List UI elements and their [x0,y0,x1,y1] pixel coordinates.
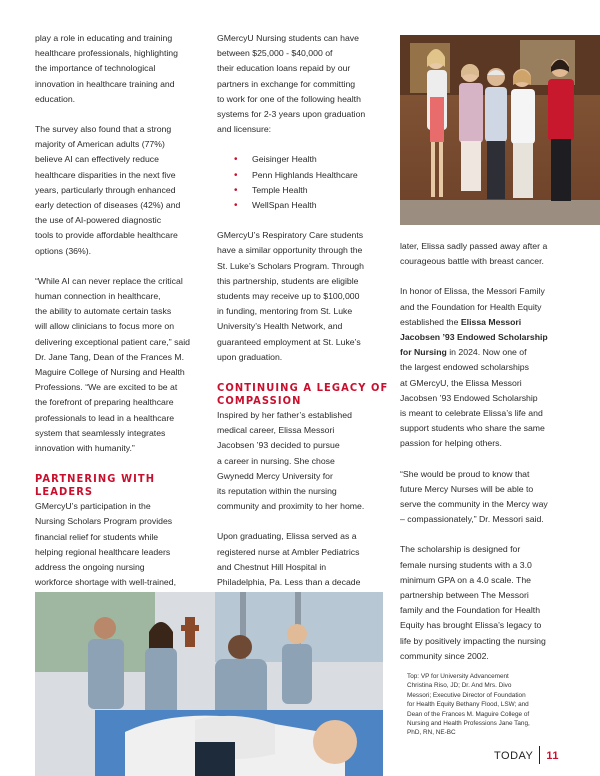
group-photo-illustration [400,35,600,225]
section-heading: PARTNERING WITH LEADERS [35,472,156,499]
section-heading: CONTINUING A LEGACY OF COMPASSION [217,381,389,408]
body-paragraph: GMercyU’s participation in the Nursing Scholars Program provides financial relief for students while helping regional healthcare leaders address the ongoing nursing workforce shortage with well-trained, [35,501,176,588]
magazine-name: TODAY [494,749,534,762]
page-number: 11 [546,749,560,762]
health-systems-list [217,152,395,213]
footer-divider [539,746,540,764]
scholarship-name: Elissa Messori Jacobsen ’93 Endowed Scholarship for Nursing [400,316,548,358]
column-3 [400,239,575,664]
body-paragraph: play a role in educating and training healthcare professionals, highlighting the importance of technological innovation in healthcare training and education. [35,33,178,104]
list-item: • WellSpan Health [234,198,395,213]
page-footer [494,747,559,765]
column-2 [217,31,395,590]
body-paragraph: “While AI can never replace the critical human connection in healthcare, the ability to automate certain tasks will allow clinicians to focus more on delivering exceptional patient care,” said Dr. Jane Tang, Dean of the Frances M. Maguire College of Nursing and Health Professions. “We are excited to be at the forefront of preparing healthcare professionals to lead in a healthcare system that seamlessly integrates innovation with humanity.” [35,275,191,454]
body-paragraph: later, Elissa sadly passed away after a courageous battle with breast cancer. [400,241,548,267]
body-paragraph: The survey also found that a strong majority of American adults (77%) believe AI can effectively reduce healthcare disparities in the next five years, particularly through enhanced early detection of diseases (42%) and the use of AI-powered diagnostic tools to provide affordable healthcare options (36%). [35,124,181,256]
body-paragraph: GMercyU Nursing students can have between $25,000 - $40,000 of their education loans repaid by our partners in exchange for committing to work for one of the following health systems for 2-3 years upon graduation and licensure: [217,33,366,135]
body-paragraph: In honor of Elissa, the Messori Family and the Foundation for Health Equity established the Elissa Messori Jacobsen ’93 Endowed Scholarship for Nursing in 2024. Now one of the largest endowed scholarships at GMercyU, the Elissa Messori Jacobsen ’93 Endowed Scholarship is meant to celebrate Elissa’s life and support students who share the same passion for helping others. [400,286,548,449]
body-paragraph: Inspired by her father’s established medical career, Elissa Messori Jacobsen ’93 decided to pursue a career in nursing. She chose Gwynedd Mercy University for its reputation within the nursing community and proximity to her home. [217,410,365,512]
group-photo [400,35,600,225]
photo-caption: Top: VP for University Advancement Christina Riso, JD; Dr. And Mrs. Divo Messori; Executive Director of Foundation for Health Equity Bethany Flood, LSW; and Dean of the Frances M. Maguire College of Nursing and Health Professions Jane Tang, PhD, RN, NE-BC [407,673,530,737]
column-1 [35,31,210,606]
list-item: • Temple Health [234,183,395,198]
nursing-lab-photo [35,592,383,776]
body-paragraph: “She would be proud to know that future Mercy Nurses will be able to serve the community in the Mercy way – compassionately,” Dr. Messori said. [400,468,548,525]
list-item: • Penn Highlands Healthcare [234,168,395,183]
body-paragraph: Upon graduating, Elissa served as a registered nurse at Ambler Pediatrics and Chestnut Hill Hospital in Philadelphia, Pa. Less than a decade [217,531,361,588]
body-paragraph: The scholarship is designed for female nursing students with a 3.0 minimum GPA on a 4.0 scale. The partnership between The Messori family and the Foundation for Health Equity has brought Elissa’s legacy to life by positively impacting the nursing community since 2002. [400,544,546,661]
nursing-lab-illustration [35,592,383,776]
list-item: • Geisinger Health [234,152,395,167]
body-paragraph: GMercyU’s Respiratory Care students have a similar opportunity through the St. Luke’s Scholars Program. Through this partnership, students are eligible students may receive up to $100,000 in funding, mentoring from St. Luke University’s Health Network, and guaranteed employment at St. Luke’s upon graduation. [217,230,364,362]
